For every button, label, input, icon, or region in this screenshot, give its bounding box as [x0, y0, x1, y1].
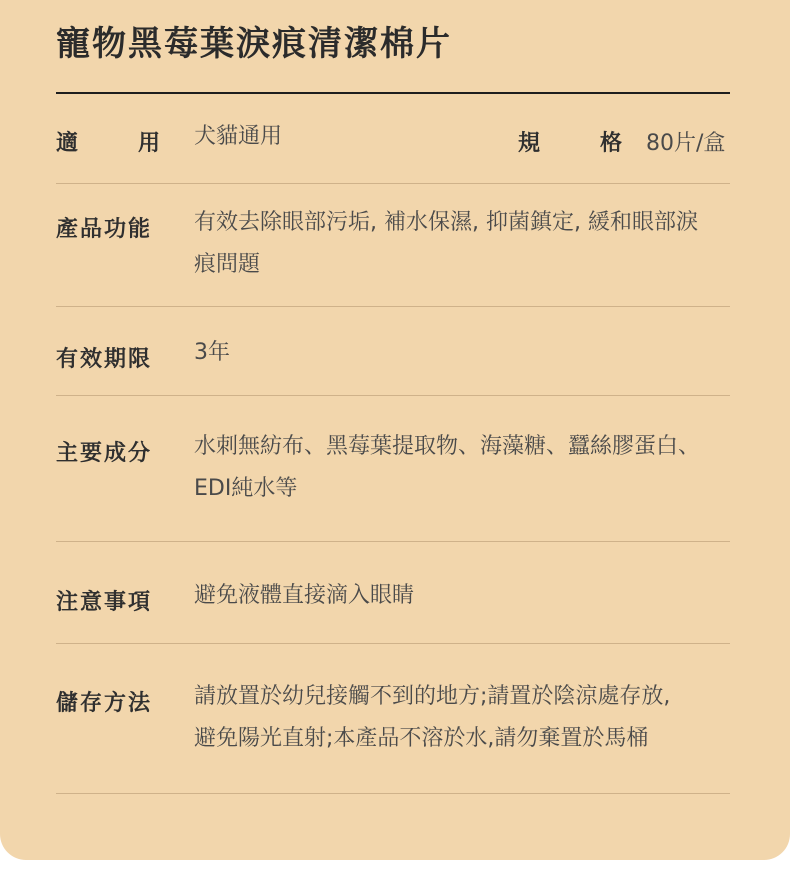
expiry-label: 有效期限 [56, 347, 153, 372]
function-value [194, 202, 698, 286]
function-label: 產品功能 [56, 217, 153, 242]
caution-value: 避免液體直接滴入眼睛 [194, 583, 415, 608]
function-line-1: 有效去除眼部污垢, 補水保濕, 抑菌鎮定, 緩和眼部淚 [194, 210, 698, 235]
storage-line-2: 避免陽光直射;本產品不溶於水,請勿棄置於馬桶 [194, 726, 649, 751]
storage-value [194, 676, 670, 760]
product-title: 寵物黑莓葉淚痕清潔棉片 [56, 24, 452, 64]
applicable-label-char-2: 用 [137, 131, 160, 156]
spec-label-char-2: 格 [599, 131, 622, 156]
caution-label: 注意事項 [56, 590, 153, 615]
ingredients-line-1: 水刺無紡布、黑莓葉提取物、海藻糖、蠶絲膠蛋白、 [194, 434, 701, 459]
ingredients-value [194, 426, 700, 510]
row-divider [56, 643, 730, 644]
function-line-2: 痕問題 [194, 252, 261, 277]
ingredients-label: 主要成分 [56, 441, 153, 466]
row-divider [56, 306, 730, 307]
row-divider [56, 541, 730, 542]
applicable-value: 犬貓通用 [194, 124, 283, 149]
spec-label-char-1: 規 [518, 131, 541, 156]
expiry-value: 3年 [194, 340, 230, 365]
spec-label [518, 126, 622, 157]
storage-label: 儲存方法 [56, 691, 153, 716]
row-divider [56, 183, 730, 184]
applicable-label-char-1: 適 [56, 131, 79, 156]
row-divider [56, 395, 730, 396]
row-divider [56, 793, 730, 794]
ingredients-line-2: EDI純水等 [194, 476, 298, 501]
applicable-label [56, 126, 160, 157]
title-divider [56, 92, 730, 94]
spec-value: 80片/盒 [646, 131, 726, 156]
storage-line-1: 請放置於幼兒接觸不到的地方;請置於陰涼處存放, [194, 684, 671, 709]
